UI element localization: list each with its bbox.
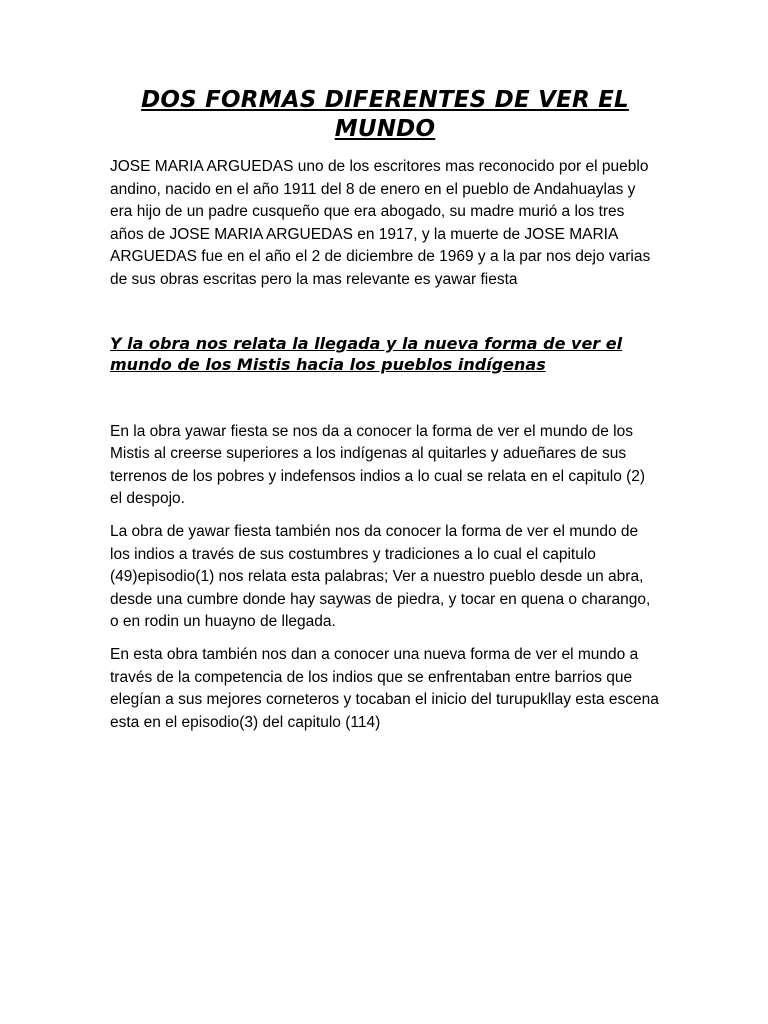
paragraph-mistis: En la obra yawar fiesta se nos da a conocer la forma de ver el mundo de los Mistis al creerse superiores a los indígenas al quitarles y adueñares de sus terrenos de los pobres y indefensos indios a lo cual se relata en el capitulo (2) el despojo. [110,422,646,508]
document-body [110,86,660,734]
section-subtitle: Y la obra nos relata la llegada y la nueva forma de ver el mundo de los Mistis hacia los pueblos indígenas [110,333,623,374]
document-title: DOS FORMAS DIFERENTES DE VER EL MUNDO [141,87,629,142]
paragraph-indios: La obra de yawar fiesta también nos da conocer la forma de ver el mundo de los indios a través de sus costumbres y tradiciones a lo cual el capitulo (49)episodio(1) nos relata esta palabras; Ver a nuestro pueblo desde un abra, desde una cumbre donde hay saywas de piedra, y tocar en quena o charango, o en rodin un huayno de llegada. [110,522,651,631]
paragraph-intro: JOSE MARIA ARGUEDAS uno de los escritores mas reconocido por el pueblo andino, nacido en el año 1911 del 8 de enero en el pueblo de Andahuaylas y era hijo de un padre cusqueño que era abogado, su madre murió a los tres años de JOSE MARIA ARGUEDAS en 1917, y la muerte de JOSE MARIA ARGUEDAS fue en el año el 2 de diciembre de 1969 y a la par nos dejo varias de sus obras escritas pero la mas relevante es yawar fiesta [110,158,651,288]
paragraph-competencia: En esta obra también nos dan a conocer una nueva forma de ver el mundo a través de la competencia de los indios que se enfrentaban entre barrios que elegían a sus mejores corneteros y tocaban el inicio del turupukllay esta escena esta en el episodio(3) del capitulo (114) [110,645,659,731]
